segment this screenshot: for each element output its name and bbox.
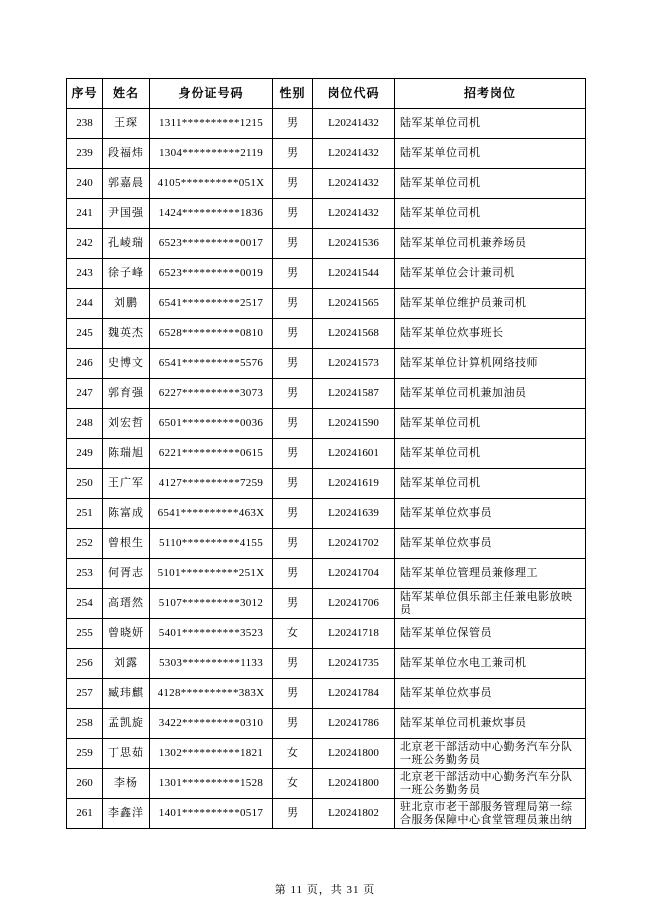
cell-col-code: L20241704 [313,559,395,589]
cell-col-job: 陆军某单位司机 [395,409,586,439]
cell-col-job: 陆军某单位司机 [395,469,586,499]
cell-col-job: 陆军某单位司机兼炊事员 [395,709,586,739]
cell-col-index: 250 [67,469,103,499]
cell-col-index: 256 [67,649,103,679]
cell-col-gender: 男 [273,139,313,169]
cell-col-gender: 男 [273,199,313,229]
table-row [67,739,586,769]
cell-col-gender: 女 [273,739,313,769]
cell-col-id: 6523**********0019 [150,259,273,289]
cell-col-job: 陆军某单位炊事员 [395,529,586,559]
cell-col-index: 261 [67,799,103,829]
cell-col-id: 6221**********0615 [150,439,273,469]
cell-col-index: 245 [67,319,103,349]
cell-col-job: 陆军某单位司机 [395,169,586,199]
cell-col-id: 5107**********3012 [150,589,273,619]
column-header-col-job: 招考岗位 [395,79,586,109]
cell-col-id: 5101**********251X [150,559,273,589]
table-row [67,109,586,139]
cell-col-code: L20241565 [313,289,395,319]
column-header-col-index: 序号 [67,79,103,109]
cell-col-id: 6528**********0810 [150,319,273,349]
cell-col-gender: 男 [273,379,313,409]
cell-col-job: 陆军某单位会计兼司机 [395,259,586,289]
table-row [67,769,586,799]
table-body [67,109,586,829]
table-row [67,589,586,619]
cell-col-index: 253 [67,559,103,589]
cell-col-job: 陆军某单位维护员兼司机 [395,289,586,319]
cell-col-name: 孔崚瑞 [103,229,150,259]
cell-col-gender: 男 [273,109,313,139]
cell-col-gender: 男 [273,529,313,559]
cell-col-code: L20241590 [313,409,395,439]
table-row [67,529,586,559]
cell-col-code: L20241802 [313,799,395,829]
cell-col-index: 258 [67,709,103,739]
cell-col-job: 陆军某单位司机 [395,439,586,469]
cell-col-index: 257 [67,679,103,709]
cell-col-job: 北京老干部活动中心勤务汽车分队一班公务勤务员 [395,769,586,799]
table-row [67,559,586,589]
cell-col-id: 1304**********2119 [150,139,273,169]
cell-col-id: 6523**********0017 [150,229,273,259]
cell-col-id: 4105**********051X [150,169,273,199]
cell-col-index: 254 [67,589,103,619]
cell-col-index: 243 [67,259,103,289]
cell-col-job: 陆军某单位计算机网络技师 [395,349,586,379]
cell-col-job: 驻北京市老干部服务管理局第一综合服务保障中心食堂管理员兼出纳 [395,799,586,829]
cell-col-name: 史博文 [103,349,150,379]
cell-col-name: 王琛 [103,109,150,139]
cell-col-code: L20241601 [313,439,395,469]
cell-col-code: L20241786 [313,709,395,739]
cell-col-code: L20241619 [313,469,395,499]
cell-col-code: L20241573 [313,349,395,379]
cell-col-name: 孟凯旋 [103,709,150,739]
cell-col-name: 徐子峰 [103,259,150,289]
cell-col-name: 王广军 [103,469,150,499]
cell-col-name: 曾根生 [103,529,150,559]
cell-col-index: 248 [67,409,103,439]
cell-col-gender: 男 [273,649,313,679]
cell-col-job: 陆军某单位炊事班长 [395,319,586,349]
cell-col-name: 臧玮麒 [103,679,150,709]
table-row [67,289,586,319]
cell-col-index: 239 [67,139,103,169]
column-header-col-gender: 性别 [273,79,313,109]
cell-col-code: L20241706 [313,589,395,619]
cell-col-code: L20241639 [313,499,395,529]
cell-col-code: L20241432 [313,109,395,139]
cell-col-job: 陆军某单位保管员 [395,619,586,649]
cell-col-gender: 男 [273,349,313,379]
table-row [67,379,586,409]
cell-col-code: L20241784 [313,679,395,709]
cell-col-name: 郭育强 [103,379,150,409]
cell-col-id: 6541**********463X [150,499,273,529]
cell-col-index: 259 [67,739,103,769]
cell-col-gender: 女 [273,619,313,649]
cell-col-id: 1311**********1215 [150,109,273,139]
cell-col-job: 陆军某单位司机 [395,139,586,169]
cell-col-id: 5303**********1133 [150,649,273,679]
cell-col-gender: 男 [273,499,313,529]
cell-col-job: 陆军某单位管理员兼修理工 [395,559,586,589]
cell-col-name: 陈富成 [103,499,150,529]
cell-col-name: 曾晓妍 [103,619,150,649]
cell-col-job: 陆军某单位司机兼加油员 [395,379,586,409]
cell-col-index: 247 [67,379,103,409]
cell-col-name: 何胥志 [103,559,150,589]
cell-col-code: L20241432 [313,199,395,229]
cell-col-name: 刘露 [103,649,150,679]
cell-col-job: 陆军某单位司机兼养场员 [395,229,586,259]
column-header-col-id: 身份证号码 [150,79,273,109]
column-header-col-name: 姓名 [103,79,150,109]
cell-col-gender: 男 [273,169,313,199]
table-row [67,259,586,289]
cell-col-gender: 男 [273,469,313,499]
cell-col-name: 段福炜 [103,139,150,169]
cell-col-code: L20241432 [313,169,395,199]
cell-col-job: 陆军某单位俱乐部主任兼电影放映员 [395,589,586,619]
cell-col-job: 陆军某单位司机 [395,199,586,229]
cell-col-index: 244 [67,289,103,319]
cell-col-name: 李鑫洋 [103,799,150,829]
cell-col-code: L20241800 [313,769,395,799]
table-row [67,229,586,259]
cell-col-code: L20241568 [313,319,395,349]
cell-col-id: 3422**********0310 [150,709,273,739]
cell-col-index: 255 [67,619,103,649]
cell-col-index: 251 [67,499,103,529]
cell-col-gender: 男 [273,799,313,829]
cell-col-id: 5110**********4155 [150,529,273,559]
cell-col-code: L20241735 [313,649,395,679]
cell-col-gender: 男 [273,679,313,709]
cell-col-code: L20241544 [313,259,395,289]
table-row [67,409,586,439]
cell-col-index: 246 [67,349,103,379]
cell-col-gender: 男 [273,229,313,259]
cell-col-index: 260 [67,769,103,799]
cell-col-name: 尹国强 [103,199,150,229]
cell-col-job: 北京老干部活动中心勤务汽车分队一班公务勤务员 [395,739,586,769]
cell-col-gender: 男 [273,709,313,739]
cell-col-id: 4128**********383X [150,679,273,709]
table-row [67,799,586,829]
table-row [67,649,586,679]
cell-col-code: L20241536 [313,229,395,259]
cell-col-id: 5401**********3523 [150,619,273,649]
cell-col-code: L20241718 [313,619,395,649]
cell-col-job: 陆军某单位水电工兼司机 [395,649,586,679]
cell-col-name: 刘宏哲 [103,409,150,439]
cell-col-gender: 女 [273,769,313,799]
cell-col-id: 6501**********0036 [150,409,273,439]
cell-col-name: 魏英杰 [103,319,150,349]
cell-col-index: 240 [67,169,103,199]
cell-col-gender: 男 [273,259,313,289]
cell-col-code: L20241702 [313,529,395,559]
cell-col-id: 4127**********7259 [150,469,273,499]
cell-col-id: 1401**********0517 [150,799,273,829]
cell-col-gender: 男 [273,319,313,349]
table-row [67,169,586,199]
cell-col-index: 252 [67,529,103,559]
cell-col-id: 1302**********1821 [150,739,273,769]
cell-col-gender: 男 [273,559,313,589]
cell-col-name: 郭嘉晨 [103,169,150,199]
table-row [67,679,586,709]
cell-col-id: 1424**********1836 [150,199,273,229]
recruitment-roster-table [66,78,586,829]
header-row [67,79,586,109]
cell-col-gender: 男 [273,289,313,319]
cell-col-id: 6227**********3073 [150,379,273,409]
table-row [67,139,586,169]
cell-col-gender: 男 [273,439,313,469]
cell-col-gender: 男 [273,409,313,439]
table-row [67,619,586,649]
cell-col-code: L20241432 [313,139,395,169]
cell-col-index: 238 [67,109,103,139]
cell-col-job: 陆军某单位炊事员 [395,679,586,709]
cell-col-name: 刘鹏 [103,289,150,319]
cell-col-code: L20241587 [313,379,395,409]
cell-col-id: 6541**********2517 [150,289,273,319]
table-row [67,439,586,469]
table-row [67,469,586,499]
cell-col-name: 丁思茹 [103,739,150,769]
cell-col-gender: 男 [273,589,313,619]
table-row [67,199,586,229]
table-row [67,709,586,739]
cell-col-job: 陆军某单位司机 [395,109,586,139]
cell-col-index: 249 [67,439,103,469]
cell-col-code: L20241800 [313,739,395,769]
page-number: 第 11 页，共 31 页 [274,884,376,896]
cell-col-name: 李杨 [103,769,150,799]
cell-col-id: 6541**********5576 [150,349,273,379]
table-row [67,349,586,379]
cell-col-job: 陆军某单位炊事员 [395,499,586,529]
cell-col-name: 高瑨然 [103,589,150,619]
cell-col-id: 1301**********1528 [150,769,273,799]
table-row [67,319,586,349]
cell-col-index: 242 [67,229,103,259]
cell-col-index: 241 [67,199,103,229]
table-row [67,499,586,529]
cell-col-name: 陈瑞旭 [103,439,150,469]
column-header-col-code: 岗位代码 [313,79,395,109]
